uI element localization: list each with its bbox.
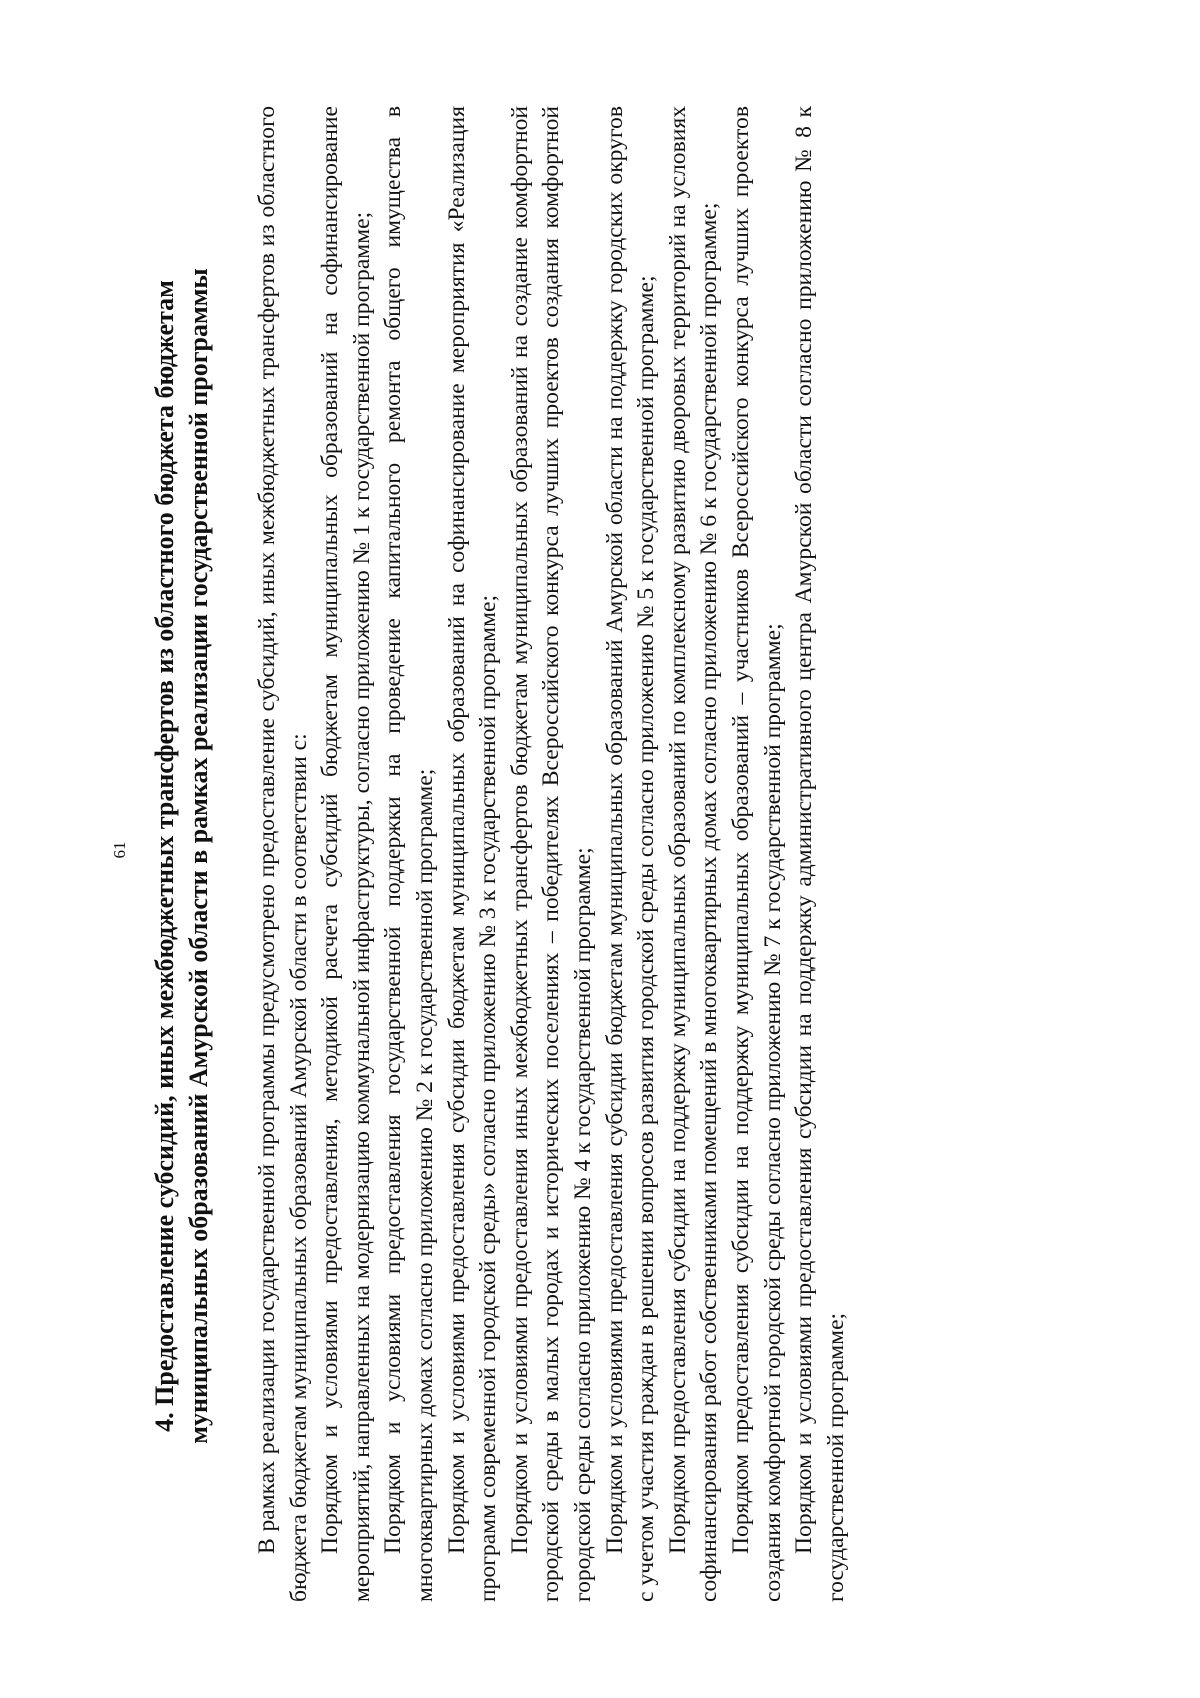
section-body	[252, 106, 852, 1602]
paragraph-appendix-2: Порядком и условиями предоставления государственной поддержки на проведение капитального ремонта общего имущества в многоквартирных домах согласно приложению № 2 к государственной программе;	[380, 106, 438, 1602]
paragraph-appendix-7: Порядком предоставления субсидии на поддержку муниципальных образований – участников Всероссийского конкурса лучших проектов создания комфортной городской среды согласно приложению № 7 к государственной программе;	[727, 106, 786, 1602]
paragraph-appendix-4: Порядком и условиями предоставления иных межбюджетных трансфертов бюджетам муниципальных образований на создание комфортной городской среды в малых городах и исторических поселениях – победителях Всероссийского конкурса лучших проектов создания комфортной городской среды согласно приложению № 4 к государственной программе;	[506, 106, 596, 1602]
section-heading	[148, 110, 216, 1602]
heading-line-2: муниципальных образований Амурской области в рамках реализации государственной программы	[184, 268, 213, 1444]
heading-line-1: 4. Предоставление субсидий, иных межбюджетных трансфертов из областного бюджета бюджетам	[150, 280, 179, 1432]
page-number: 61	[110, 841, 129, 859]
paragraph-appendix-6: Порядком предоставления субсидии на поддержку муниципальных образований по комплексному развитию дворовых территорий на условиях софинансирования работ собственниками помещений в многоквартирных домах согласно приложению № 6 к государственной программе;	[664, 106, 723, 1602]
rotated-content	[110, 70, 1010, 1630]
paragraph-intro: В рамках реализации государственной программы предусмотрено предоставление субсидий, иных межбюджетных трансфертов из областного бюджета бюджетам муниципальных образований Амурской области в соответствии с:	[254, 106, 312, 1602]
paragraph-appendix-8: Порядком и условиями предоставления субсидии на поддержку административного центра Амурской области согласно приложению № 8 к государственной программе;	[791, 106, 849, 1602]
paragraph-appendix-3: Порядком и условиями предоставления субсидии бюджетам муниципальных образований на софинансирование мероприятия «Реализация программ современной городской среды» согласно приложению № 3 к государственной программе;	[443, 106, 502, 1602]
paragraph-appendix-5: Порядком и условиями предоставления субсидии бюджетам муниципальных образований Амурской области на поддержку городских округов с учетом участия граждан в решении вопросов развития городской среды согласно приложению № 5 к государственной программе;	[601, 106, 660, 1602]
paragraph-appendix-1: Порядком и условиями предоставления, методикой расчета субсидий бюджетам муниципальных образований на софинансирование мероприятий, направленных на модернизацию коммунальной инфраструктуры, согласно приложению № 1 к государственной программе;	[317, 106, 375, 1602]
